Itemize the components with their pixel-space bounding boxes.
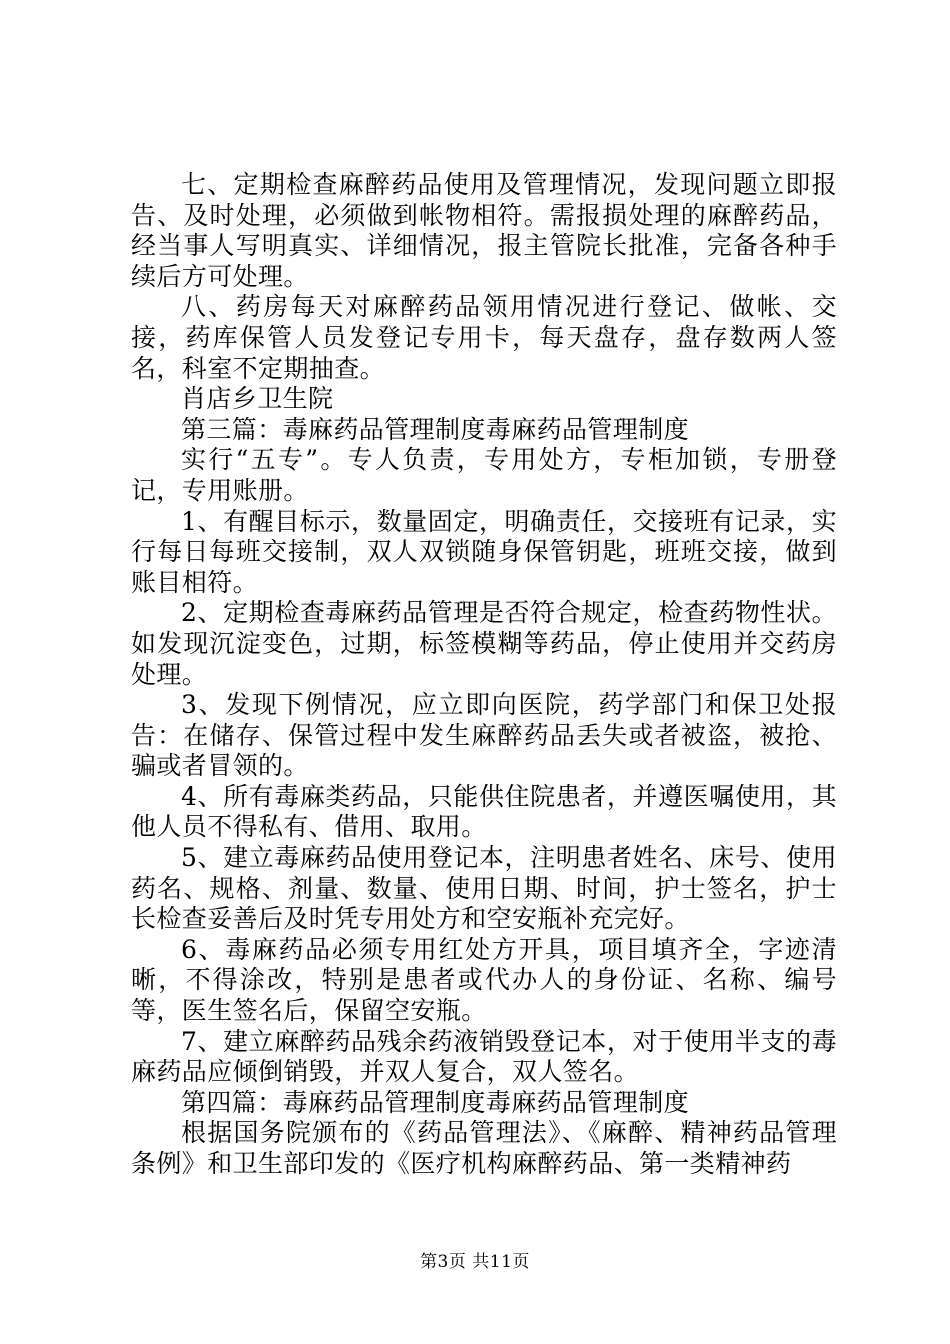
paragraph-8-pharmacy: 八、药房每天对麻醉药品领用情况进行登记、做帐、交接，药库保管人员发登记专用卡，每天盘存，盘存数两人签名，科室不定期抽查。	[131, 292, 837, 383]
section-heading-3: 第三篇：毒麻药品管理制度毒麻药品管理制度	[181, 414, 690, 444]
list-item-7: 7、建立麻醉药品残余药液销毁登记本，对于使用半支的毒麻药品应倾倒销毁，并双人复合，双人签名。	[131, 1026, 837, 1087]
list-item-2: 2、定期检查毒麻药品管理是否符合规定，检查药物性状。如发现沉淀变色，过期，标签模糊等药品，停止使用并交药房处理。	[131, 598, 837, 689]
list-item-4: 4、所有毒麻类药品，只能供住院患者，并遵医嘱使用，其他人员不得私有、借用、取用。	[131, 781, 837, 842]
document-body	[131, 170, 837, 1180]
paragraph-regulations: 根据国务院颁布的《药品管理法》、《麻醉、精神药品管理条例》和卫生部印发的《医疗机构麻醉药品、第一类精神药	[131, 1118, 837, 1178]
paragraph-7-inspection: 七、定期检查麻醉药品使用及管理情况，发现问题立即报告、及时处理，必须做到帐物相符。需报损处理的麻醉药品，经当事人写明真实、详细情况，报主管院长批准，完备各种手续后方可处理。	[131, 170, 837, 291]
list-item-5: 5、建立毒麻药品使用登记本，注明患者姓名、床号、使用药名、规格、剂量、数量、使用日期、时间，护士签名，护士长检查妥善后及时凭专用处方和空安瓶补充完好。	[131, 843, 837, 934]
paragraph-five-specials: 实行“五专”。专人负责，专用处方，专柜加锁，专册登记，专用账册。	[131, 445, 837, 505]
list-item-1: 1、有醒目标示，数量固定，明确责任，交接班有记录，实行每日每班交接制，双人双锁随身保管钥匙，班班交接，做到账目相符。	[131, 506, 837, 597]
list-item-3: 3、发现下例情况，应立即向医院，药学部门和保卫处报告：在储存、保管过程中发生麻醉药品丢失或者被盗，被抢、骗或者冒领的。	[131, 690, 837, 781]
page-footer: 第3页 共11页	[420, 1252, 530, 1272]
list-item-6: 6、毒麻药品必须专用红处方开具，项目填齐全，字迹清晰，不得涂改，特别是患者或代办人的身份证、名称、编号等，医生签名后，保留空安瓶。	[131, 934, 837, 1026]
section-heading-4: 第四篇：毒麻药品管理制度毒麻药品管理制度	[181, 1087, 690, 1117]
organization-name: 肖店乡卫生院	[181, 384, 334, 414]
